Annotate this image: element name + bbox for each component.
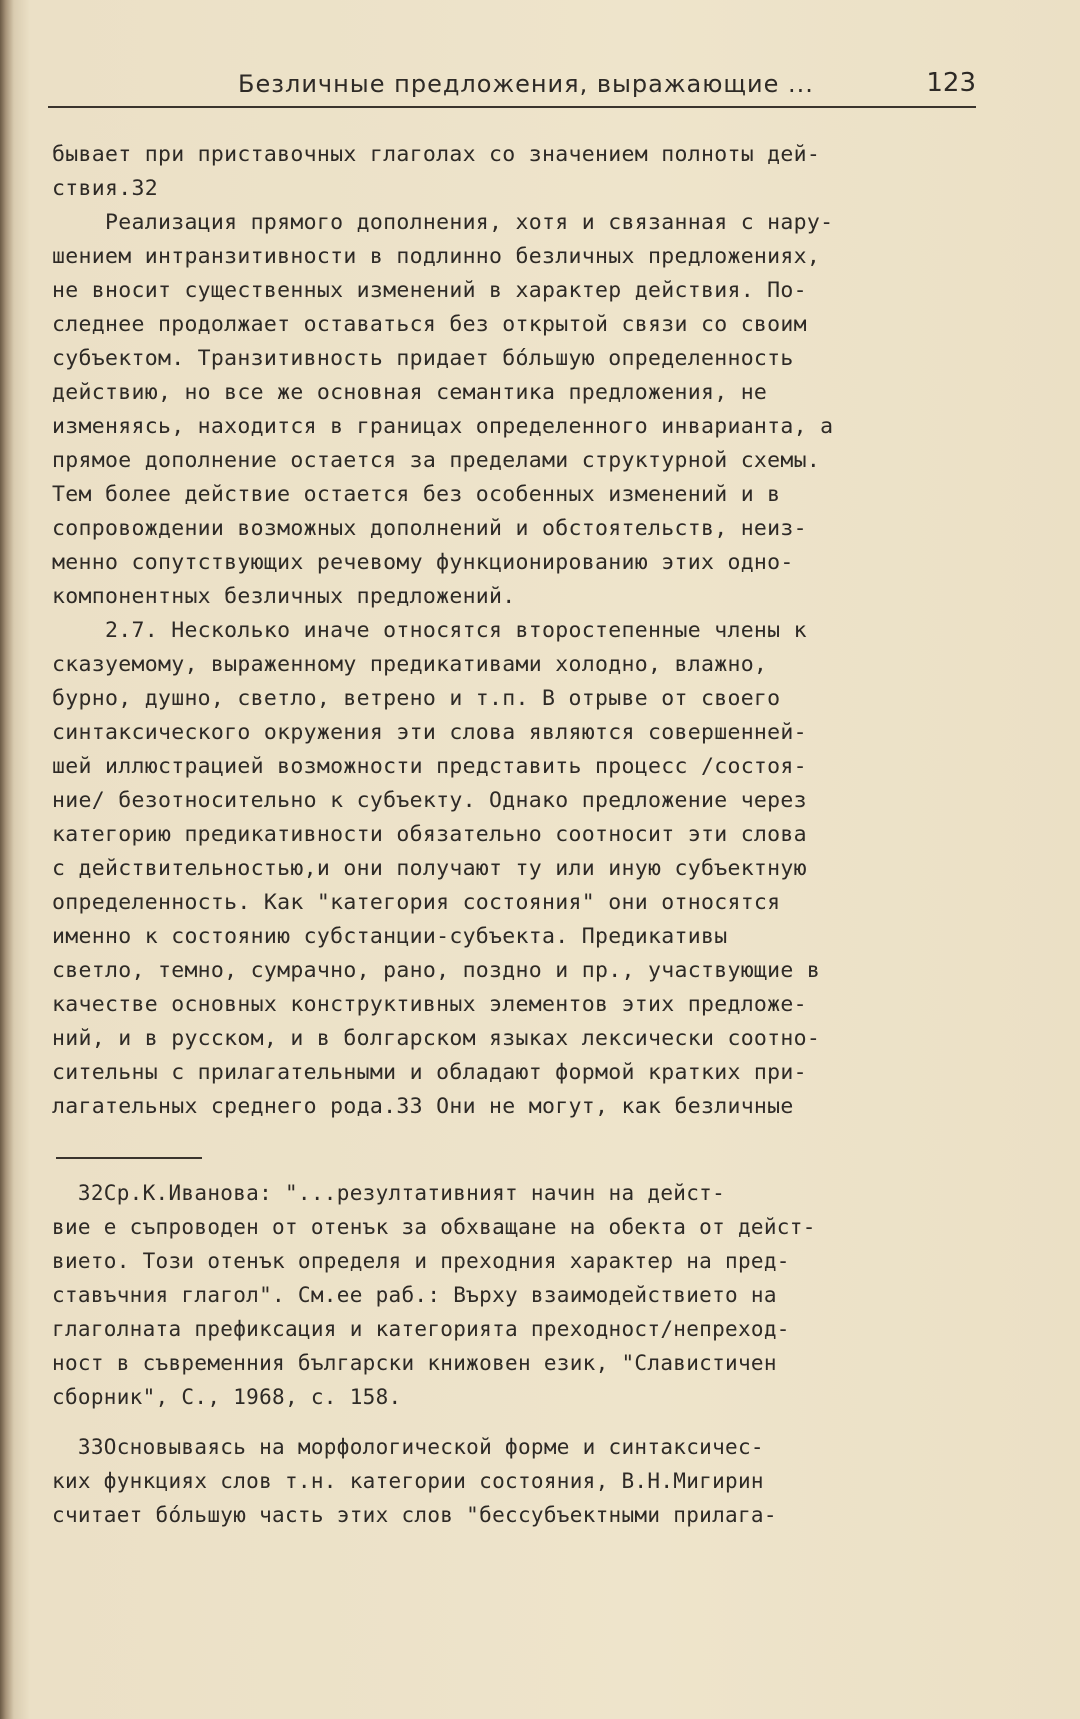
footnote-line: глаголната префиксация и категорията преходност/непреход- <box>52 1317 790 1341</box>
footnote-line: ставъчния глагол". См.ее раб.: Върху взаимодействието на <box>52 1283 777 1307</box>
body-line: ствия.32 <box>52 176 158 201</box>
body-line: ние/ безотносительно к субъекту. Однако предложение через <box>52 788 807 813</box>
page-header <box>48 66 976 108</box>
footnote-line: считает бо́льшую часть этих слов "бессубъектными прилага- <box>52 1503 777 1527</box>
body-line: Тем более действие остается без особенных изменений и в <box>52 482 781 507</box>
footnote-line: 33Основываясь на морфологической форме и синтаксичес- <box>52 1435 764 1459</box>
body-line: изменяясь, находится в границах определенного инварианта, а <box>52 414 834 439</box>
body-line: светло, темно, сумрачно, рано, поздно и пр., участвующие в <box>52 958 821 983</box>
body-line: сопровождении возможных дополнений и обстоятельств, неиз- <box>52 516 807 541</box>
body-line: категорию предикативности обязательно соотносит эти слова <box>52 822 807 847</box>
body-line: субъектом. Транзитивность придает бо́льшую определенность <box>52 346 794 371</box>
body-line: действию, но все же основная семантика предложения, не <box>52 380 768 405</box>
footnote-line: вие е съпроводен от отенък за обхващане на обекта от дейст- <box>52 1215 816 1239</box>
footnote-line: вието. Този отенък определя и преходния характер на пред- <box>52 1249 790 1273</box>
body-line: шением интранзитивности в подлинно безличных предложениях, <box>52 244 821 269</box>
body-line: Реализация прямого дополнения, хотя и связанная с нару- <box>52 210 834 235</box>
body-line: бурно, душно, светло, ветрено и т.п. В отрыве от своего <box>52 686 781 711</box>
body-line: 2.7. Несколько иначе относятся второстепенные члены к <box>52 618 807 643</box>
running-title: Безличные предложения, выражающие ... <box>238 70 814 98</box>
body-line: менно сопутствующих речевому функционированию этих одно- <box>52 550 794 575</box>
body-line: определенность. Как "категория состояния" они относятся <box>52 890 781 915</box>
body-line: следнее продолжает оставаться без открытой связи со своим <box>52 312 807 337</box>
body-line: именно к состоянию субстанции-субъекта. Предикативы <box>52 924 728 949</box>
body-line: лагательных среднего рода.33 Они не могут, как безличные <box>52 1094 794 1119</box>
footnote-line: ких функциях слов т.н. категории состояния, В.Н.Мигирин <box>52 1469 764 1493</box>
footnote-separator <box>56 1157 202 1159</box>
body-line: не вносит существенных изменений в характер действия. По- <box>52 278 807 303</box>
body-line: сительны с прилагательными и обладают формой кратких при- <box>52 1060 807 1085</box>
body-line: ний, и в русском, и в болгарском языках лексически соотно- <box>52 1026 821 1051</box>
footnote-line: 32Ср.К.Иванова: "...резултативният начин на дейст- <box>52 1181 726 1205</box>
body-line: качестве основных конструктивных элементов этих предложе- <box>52 992 807 1017</box>
footnote-line: ност в съвременния български книжовен език, "Славистичен <box>52 1351 777 1375</box>
body-line: шей иллюстрацией возможности представить процесс /состоя- <box>52 754 807 779</box>
body-line: компонентных безличных предложений. <box>52 584 516 609</box>
page-number: 123 <box>926 68 976 98</box>
body-line: прямое дополнение остается за пределами структурной схемы. <box>52 448 821 473</box>
footnote-line: сборник", С., 1968, с. 158. <box>52 1385 402 1409</box>
body-line: с действительностью,и они получают ту или иную субъектную <box>52 856 807 881</box>
body-line: бывает при приставочных глаголах со значением полноты дей- <box>52 142 821 167</box>
body-line: сказуемому, выраженному предикативами холодно, влажно, <box>52 652 768 677</box>
body-line: синтаксического окружения эти слова являются совершенней- <box>52 720 807 745</box>
